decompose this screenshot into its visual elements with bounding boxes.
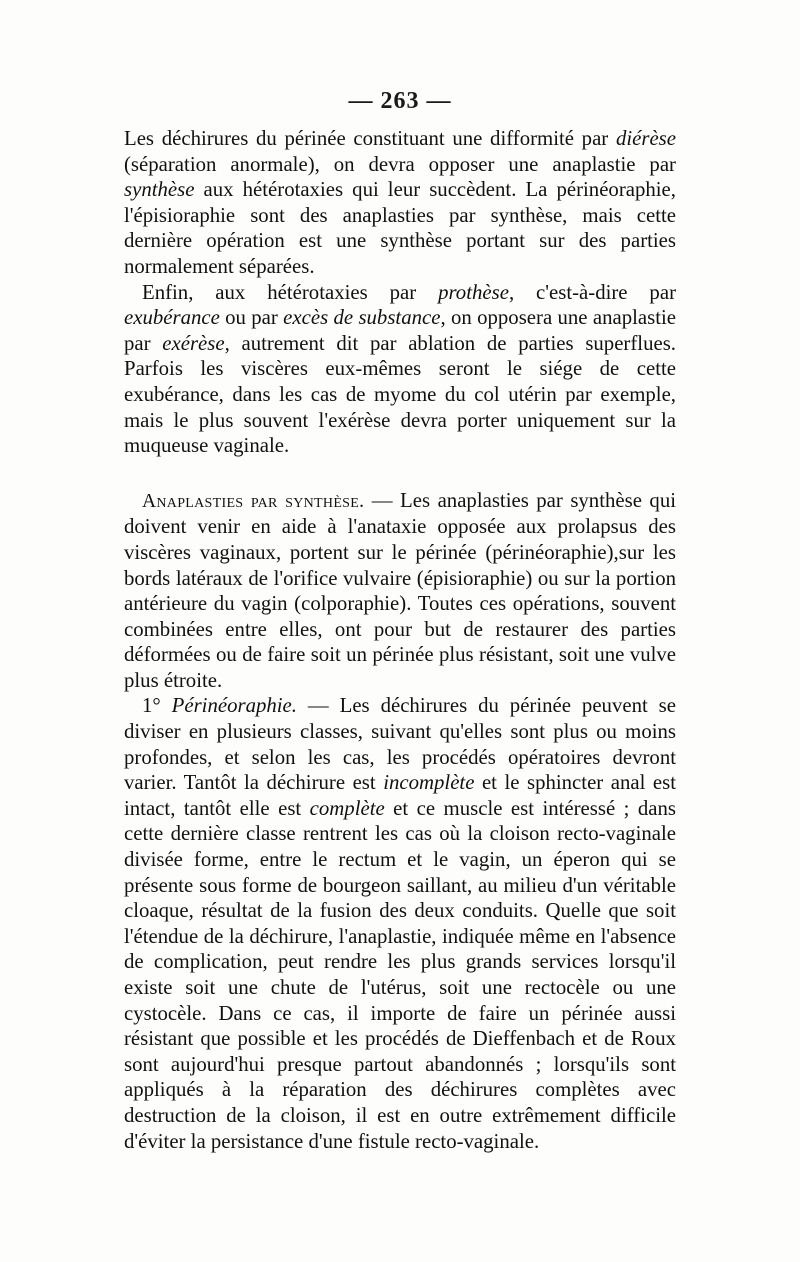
italic-term: prothèse <box>438 280 509 304</box>
italic-term: incomplète <box>383 771 475 795</box>
italic-term: exubérance <box>124 306 220 330</box>
italic-term: complète <box>309 796 385 820</box>
italic-term: exérèse <box>162 331 225 355</box>
text-run: et le sphincter anal est intact, tantôt elle est <box>124 771 676 820</box>
text-run: — Les anaplasties par synthèse qui doivent venir en aide à l'anataxie opposée aux prolapsus des viscères vaginaux, portent sur le périnée (périnéoraphie),sur les bords latéraux de l'orifice vulvaire (épisioraphie) ou sur la portion antérieure du vagin (colporaphie). Toutes ces opérations, souvent combinées entre elles, ont pour but de restaurer des parties déformées ou de faire soit un périnée plus résistant, soit une vulve plus étroite. <box>124 488 676 692</box>
section-number: 1° <box>142 694 161 718</box>
section-heading: Périnéoraphie. <box>171 694 297 718</box>
text-run: — Les déchirures du périnée peuvent se diviser en plusieurs classes, suivant qu'elles sont plus ou moins profondes, et selon les cas, les procédés opératoires devront varier. Tantôt la déchirure est <box>124 694 676 795</box>
text-run: ou par <box>219 306 284 330</box>
text-run: Les déchirures du périnée constituant une difformité par <box>124 127 616 150</box>
paragraph-anaplasties <box>124 488 676 694</box>
text-run: (séparation anormale), on devra opposer une anaplastie par <box>124 152 676 176</box>
text-run: Enfin, aux hétérotaxies par <box>142 280 439 304</box>
italic-term: excès de substance <box>283 306 441 330</box>
paragraph-perineoraphie <box>124 693 676 1154</box>
text-run: , c'est-à-dire par <box>508 280 676 304</box>
page-number: — 263 — <box>348 88 452 114</box>
text-run: et ce muscle est intéressé ; dans cette dernière classe rentrent les cas où la cloison recto-vaginale divisée forme, entre le rectum et le vagin, un éperon qui se présente sous forme de bourgeon saillant, au milieu d'un véritable cloaque, résultat de la fusion des deux conduits. Quelle que soit l'étendue de la déchirure, l'anaplastie, indiquée même en l'absence de complication, peut rendre les plus grands services lorsqu'il existe soit une chute de l'utérus, soit une rectocèle ou une cystocèle. Dans ce cas, il importe de faire un périnée aussi résistant que possible et les procédés de Dieffenbach et de Roux sont aujourd'hui presque partout abandonnés ; lorsqu'ils sont appliqués à la réparation des déchirures complètes avec destruction de la cloison, il est en outre extrêmement difficile d'éviter la persistance d'une fistule recto-vaginale. <box>124 796 676 1153</box>
text-run: aux hétérotaxies qui leur succèdent. La périnéoraphie, l'épisioraphie sont des anaplasties par synthèse, mais cette dernière opération est une synthèse portant sur des parties normalement séparées. <box>124 178 676 278</box>
paragraph-diérèse <box>124 126 676 280</box>
italic-term: diérèse <box>615 127 676 150</box>
paragraph-prothese <box>124 280 676 459</box>
section-gap <box>124 459 676 488</box>
text-run: , on opposera une anaplastie par <box>124 306 676 355</box>
section-heading: Anaplasties par synthèse. <box>142 490 365 512</box>
body-text <box>124 126 676 1154</box>
italic-term: synthèse <box>124 178 195 202</box>
text-run: , autrement dit par ablation de parties superflues. Parfois les viscères eux-mêmes seront le siége de cette exubérance, dans les cas de myome du col utérin par exemple, mais le plus souvent l'exérèse devra porter uniquement sur la muqueuse vaginale. <box>124 331 676 458</box>
